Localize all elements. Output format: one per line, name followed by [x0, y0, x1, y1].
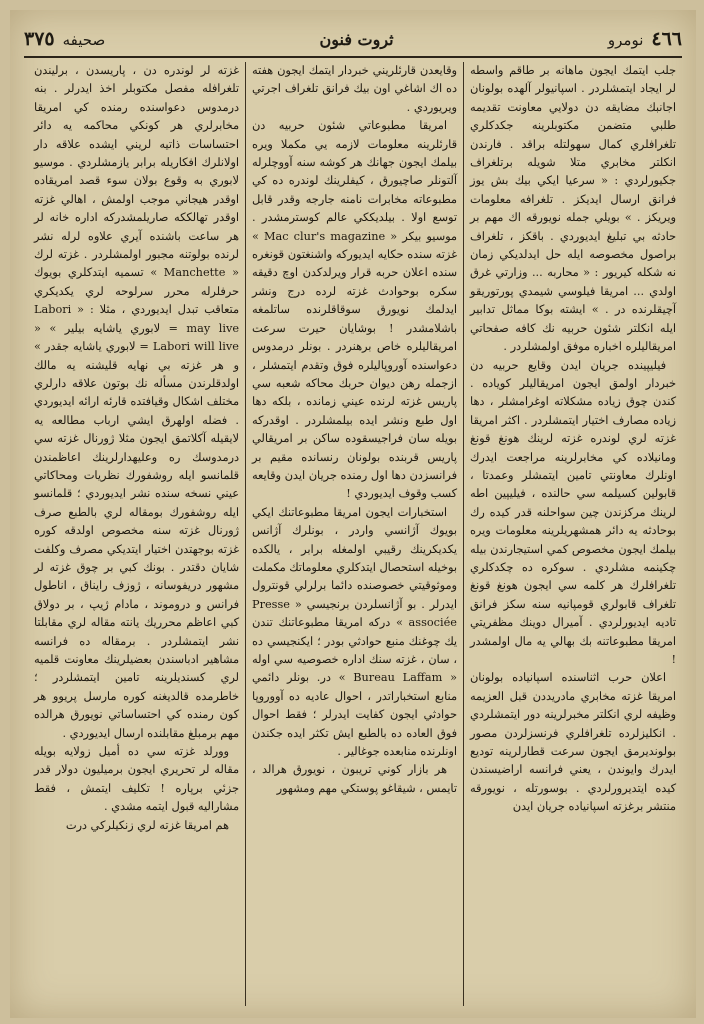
paragraph: وقايعدن قارئلريني خبردار ايتمك ايجون هفته ده اك اشاغي اون بيك فرانق تلغراف اجرتي ويريوردي . [252, 64, 457, 114]
column-middle [246, 62, 464, 1006]
header-issue-block [608, 28, 682, 50]
paragraph: غزته لر لوندره دن ، پاريسدن ، برلیندن تلغرافله مفصل مكتوبلر اخذ ايدرلر . بنه درمدوس دعواسنده رمنده كي امريقا مخابرلري هر كونكي محاكمه يه دائر احتساسات ذاتيه لريني ايشده علاقه دار اولانلرك افكاريله برابر يازمشلردي . موسيو لابوري به وقوع بولان سوء قصد امريقاده اوقدر هيجاني موجب اولمش ، اهالي غزته اوقدر تهالككه صاريلمشدركه اداره خانه لر هر ساعت باشنده آيري علاوه لرله نشر لرنده بولوتنه مجبور اولمشلردر . غزته لرك « Manchette » تسميه ايتدكلري بويوك حرفلرله محرر سرلوحه لري يكديكري متعاقب تبدل ايديوردي ، مثلا : « Labori may live = لابوري ياشايه بيلير » « Labori will live = لابوري ياشايه جقدر » و هر غزته بي نهايه قليشنه يه مالك اولدقلرندن مسأله نك بوتون علاقه دارلري مختلف اشكال وقيافتده قارئه ارائه ايديوردي . فضله اولهرق ايشي ارباب مطالعه يه لايقيله آكلاتمق ايجون مثلا ژورنال غزته سي درمدوسك ره وعليهدارلرينك اعاظمندن قلمانسو ايله روشفورك نظريات ومحاكاتي عيني نسخه سنده نشر ايديوردي ؛ قلمانسو ايله روشفورك بومقاله لري بالطبع صرف ژورنال غزته سنه مخصوص اولدقه كوره غزته بوجهتدن اختيار ايتديكي مصرف وكلفت شايان دقتدر . بونك كبي بر چوق غزته لر مشهور دريفوسانه ، ژوزف رايناق ، اناطول فرانس و دروموند ، مادام ژيپ ، بر دولاق كبي اعاظم محرريك يانته مقاله لري مقابلتا نشر ايتمشلردر . برمقاله ده فرانسه مشاهير ادباسندن بعضيلرينك معاونت قلميه لري كسنديلرينه تامين ايتمشلردر ؛ خاطرمده قالديغنه كوره مارسل پريوو هر كون رمنده كي احتساساتي نويورق هرالده مهم برمبلغ مقابلنده ارسال ايديوردي . [34, 64, 240, 740]
paragraph: فيليپينده جريان ايدن وقايع حربيه دن خبردار اولمق ايجون امريقاليلر كوياده . كندن چوق زياده مشكلاته اوغرامشلر ، دها زياده مصارف اختيار ايتمشلردر . اكثر امريقا غزته لري لوندره غزته لرينك هونغ قونغ ومانيلاده كي مخابرلرينه مراجعت ايدرك اونلرك معاونتي تامين ايتمشلر وعمدتا ، قابولين كسيلمه سي حالنده ، فيليپين اطه لرينك مركزندن چين سواحلنه قدر كيده رك بوحادثه يه دائر همشهريلرينه معلومات ويره بيلمك ايجون مخصوص كمي استيجارندن بيله چكينمه مشلردي . سوكره ده چكدكلري تلغرافلرك هر كلمه سي ايجون هونغ قونغ تلغراف قابولري قومپانيه سنه سكز فرانق تاديه ايديورلردي . آميرال دوينك مظفريتي امريقا مطبوعاتنه بك بهالي يه مال اولمشدر ! [470, 358, 676, 666]
page-label: صحيفه [62, 31, 106, 49]
paragraph: اعلان حرب اثناسنده اسپانياده بولونان امريقا غزته مخابري مادريددن قبل العزيمه وظيفه لري انكلتر مخبرلرينه دور ايتمشلردي . انكليزلرده تلغرافلري فرنسزلردن مصور بولونديرمق ايجون سرعت قطارلرينه توديع ايدرك وايوندن ، يعني فرانسه اراضيسندن كيده ايتديرورلردي . بوسورتله ، نويورقه منتشر برغزته اسپانياده جريان ايدن [470, 671, 676, 814]
paragraph: وورلد غزته سي ده أميل زولايه بويله مقاله لر تحريري ايجون برميليون دولار قدر جزئي برپاره ! تكليف ايتمش ، فقط مشاراليه قبول ايتمه مشدي . [34, 745, 239, 814]
header-page-block [24, 28, 105, 50]
issue-label: نومرو [607, 31, 644, 49]
paragraph: هر بازار كوني تريبون ، نويورق هرالد ، تايمس ، شيقاغو پوستكي مهم ومشهور [252, 763, 457, 795]
text-columns [24, 62, 682, 1006]
paragraph: هم امريقا غزته لري زنكيلركي درت [65, 818, 229, 832]
paragraph: استخبارات ايجون امريقا مطبوعاتنك ايكي بويوك آژانسي واردر ، بونلرك آژانس يكديكرينك رقيبي اولمغله برابر ، يالكده بوخيله استحصال ايتدكلري معلوماتك مكملت وموثوقيتي خصوصنده دائما برلرلي قونترول ايدرلر . بو آژانسلردن برنجيسي « Presse associée » دركه امريقا مطبوعاتنك تندن يك چوغنك منبع حوادثي بودر ؛ ايكنجيسي ده ، سان ، غزته سنك اداره خصوصيه سي اوله « Bureau Laffam » در. بونلر دائمي منابع استخباراتدر ، احوال عاديه ده آووروپا حوادثي ايجون كفايت ايدرلر ؛ فقط احوال فوق العاده ده بالطبع ايش تكثر ايده جكندن اونلرنده منابعده جوغالير . [252, 505, 457, 759]
right-page-number: ٤٦٦ [651, 28, 682, 50]
column-right [464, 62, 682, 1006]
left-page-number: ٣٧٥ [24, 28, 55, 50]
journal-title: ثروت فنون [319, 29, 394, 49]
page-header [24, 22, 682, 58]
column-left [28, 62, 246, 1006]
newspaper-page [10, 10, 696, 1018]
paragraph: امريقا مطبوعاتي شئون حربيه دن قارئلرينه معلومات لازمه يي مكملا ويره بيلمك ايجون جهانك هر كوشه سنه آووچلرله آلتونلر صاچيورق ، كيفلرينك لوندره ده كي مطبوعاته مخابرات نامنه جارجه وقدر قابل توسع اولا . بيلديككي عالم كوسترمشدر . موسيو بيكر « Mac clur's magazine » غزته سنده حكايه ايديوركه واشنغتون قونغره سنده اعلان حربه قرار ويرلدكدن اوچ دقيقه سكره بوحوادث غزته لرده درج ونشر ايدلمك نويورق سوقاقلرنده ساتلمغه باشلامشدر ! بوشايان حيرت سرعت امريقاليلره خاص برهنردر . بونلر درمدوس دعواسنده آوروپاليلره فوق وتقدم ايتمشلر ، ازجمله رهن ديوان حربك محاكه شعبه سي پاريس غزته لرنده عيني زمانده ، بلكه دها اول طبع ونشر ايده بيلمشلردر . اوقدركه بويله سان فراجيسقوده ساكن بر امريقالي پاريس قربنده بولونان رنسانده مقيم بر فرانسزدن دها اول رمنده جريان ايدن وقايعه كسب وقوف ايديوردي ! [252, 119, 457, 501]
paragraph: جلب ايتمك ايجون ماهانه بر طاقم واسطه لر ايجاد ايتمشلردر . اسپانيولر آلهده بولونان اجانبك مضايقه دن دولايي معاونت تقديمه طلبي متضمن مكتوبلرينه جكدكلري تلغرافلري كمال سهولتله براقد . فارندن انكلتر مخابري متلا شويله برتلغراف جكيورلردي : « سرعيا ايكي بيك بش يوز فرانق ارسال ايديكز . تلغرافه معلومات ويريكز . » بويلي جمله نويورقه اك مهم بر حادثه بي تبليغ ايديوردي . باقكز ، تلغراف براصول مخصوصه ايله حل ايدلديكي زمان نه شكله كيريور : « محاربه ... وزارتي غرق اولدي ... امريقا فيلوسي شيمدي پورتوريقو آچيقلرنده در . » ايشته بوكا مماثل تدابير ايله انكلتر شئون حربيه نك كافه صفحاتي امريقاليلره اخباره موفق اولمشلردر . [470, 64, 676, 354]
